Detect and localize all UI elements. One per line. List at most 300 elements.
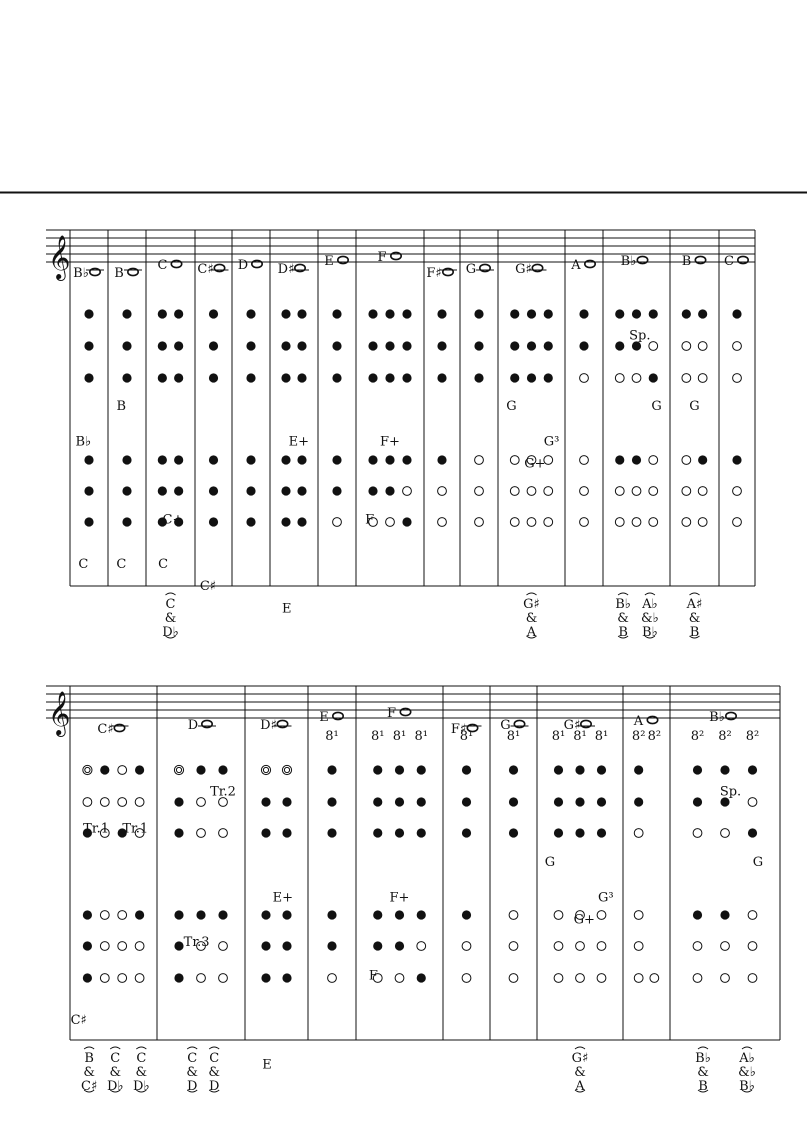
- hole-closed: [649, 309, 658, 318]
- alternative-label: &: [208, 1065, 220, 1080]
- note-name: B♭: [709, 710, 725, 725]
- alternative-label: B♭: [739, 1079, 755, 1094]
- alternative-arc: [209, 1047, 219, 1049]
- hole-open: [733, 342, 742, 351]
- hole-open: [333, 518, 342, 527]
- hole-closed: [693, 765, 702, 774]
- hole-closed: [327, 828, 336, 837]
- hole-closed: [135, 765, 144, 774]
- hole-closed: [332, 486, 341, 495]
- hole-open: [634, 942, 643, 951]
- hole-closed: [158, 309, 167, 318]
- hole-open: [634, 974, 643, 983]
- hole-closed: [373, 941, 382, 950]
- fingering-label: G: [752, 855, 764, 870]
- fingering-label: E+: [272, 890, 293, 906]
- alternative-label: B♭: [615, 597, 631, 612]
- octave-marker: 8²: [647, 729, 662, 744]
- alternative-arc: [110, 1047, 120, 1049]
- note-head: [171, 260, 181, 267]
- hole-open: [693, 974, 702, 983]
- fingering-label: C: [158, 556, 169, 572]
- hole-closed: [462, 765, 471, 774]
- note-head: [214, 264, 224, 271]
- alternative-label: C: [165, 597, 176, 612]
- fingering-label: G: [506, 399, 517, 414]
- note-head: [295, 264, 305, 271]
- hole-open: [100, 974, 109, 983]
- hole-open: [721, 829, 730, 838]
- hole-closed: [122, 455, 131, 464]
- hole-open: [386, 518, 395, 527]
- hole-closed: [297, 341, 306, 350]
- hole-open: [748, 974, 757, 983]
- alternative-label: A: [575, 1079, 585, 1094]
- hole-closed: [174, 910, 183, 919]
- note-head: [128, 268, 138, 275]
- hole-open: [83, 798, 92, 807]
- hole-closed: [332, 373, 341, 382]
- hole-open: [462, 974, 471, 983]
- hole-closed: [327, 941, 336, 950]
- fingering-label: Tr.3: [183, 934, 210, 950]
- alternative-arc: [187, 1047, 197, 1049]
- hole-closed: [417, 973, 426, 982]
- hole-open: [527, 487, 536, 496]
- hole-closed: [579, 341, 588, 350]
- note-head: [738, 256, 748, 263]
- hole-closed: [174, 941, 183, 950]
- hole-open: [597, 911, 606, 920]
- hole-closed: [395, 797, 404, 806]
- note-name: G: [500, 718, 511, 733]
- hole-open: [721, 974, 730, 983]
- hole-open: [632, 518, 641, 527]
- hole-closed: [174, 486, 183, 495]
- hole-closed: [575, 828, 584, 837]
- hole-closed: [122, 517, 131, 526]
- hole-closed: [122, 486, 131, 495]
- octave-marker: 8¹: [392, 729, 407, 744]
- note-name: F♯: [426, 266, 442, 281]
- alternative-label: C: [187, 1051, 198, 1066]
- alternative-label: &: [688, 611, 701, 626]
- hole-closed: [246, 309, 255, 318]
- alternative-label: &: [525, 611, 538, 626]
- hole-closed: [385, 341, 394, 350]
- note-name: E: [324, 254, 334, 269]
- hole-open: [693, 942, 702, 951]
- hole-closed: [748, 765, 757, 774]
- hole-closed: [437, 455, 446, 464]
- alternative-arc: [618, 593, 628, 595]
- hole-open: [100, 798, 109, 807]
- hole-open: [544, 487, 553, 496]
- hole-closed: [135, 910, 144, 919]
- hole-closed: [297, 309, 306, 318]
- hole-open: [197, 829, 206, 838]
- hole-closed: [158, 455, 167, 464]
- hole-open: [219, 829, 228, 838]
- hole-open: [576, 974, 585, 983]
- note-name: G♯: [515, 262, 532, 277]
- note-name: A: [571, 258, 581, 273]
- hole-closed: [632, 309, 641, 318]
- alternative-label: D♭: [106, 1079, 124, 1094]
- hole-closed: [720, 765, 729, 774]
- octave-marker: 8¹: [594, 729, 609, 744]
- hole-open: [649, 518, 658, 527]
- hole-closed: [196, 765, 205, 774]
- hole-closed: [282, 973, 291, 982]
- hole-closed: [368, 309, 377, 318]
- hole-open: [682, 518, 691, 527]
- hole-closed: [373, 765, 382, 774]
- hole-closed: [474, 309, 483, 318]
- alternative-label: C: [136, 1051, 147, 1066]
- hole-open: [118, 766, 127, 775]
- note-name: C: [724, 254, 734, 269]
- fingering-label: E: [282, 601, 292, 617]
- hole-closed: [462, 910, 471, 919]
- alternative-label: A♯: [686, 597, 703, 612]
- hole-open: [748, 798, 757, 807]
- hole-closed: [575, 765, 584, 774]
- alternative-label: B: [698, 1079, 708, 1094]
- hole-closed: [632, 455, 641, 464]
- hole-open: [328, 974, 337, 983]
- hole-closed: [385, 486, 394, 495]
- alternative-label: &: [617, 611, 629, 626]
- alternative-arc: [84, 1047, 94, 1049]
- hole-open: [634, 911, 643, 920]
- hole-closed: [281, 341, 290, 350]
- hole-open: [650, 974, 659, 983]
- hole-open: [693, 829, 702, 838]
- hole-closed: [122, 341, 131, 350]
- alternative-label: C♯: [81, 1079, 98, 1094]
- hole-closed: [698, 455, 707, 464]
- hole-closed: [84, 341, 93, 350]
- treble-clef: 𝄞: [48, 691, 71, 735]
- hole-closed: [158, 486, 167, 495]
- hole-open: [698, 374, 707, 383]
- note-name: D♯: [260, 718, 277, 733]
- hole-closed: [261, 941, 270, 950]
- alternative-label: B♭: [642, 625, 658, 640]
- note-head: [400, 708, 410, 715]
- hole-open: [597, 974, 606, 983]
- hole-closed: [174, 973, 183, 982]
- alternative-label: &♭: [738, 1065, 756, 1080]
- hole-closed: [84, 309, 93, 318]
- note-head: [726, 712, 736, 719]
- hole-closed: [332, 309, 341, 318]
- hole-open: [615, 487, 624, 496]
- hole-closed: [84, 455, 93, 464]
- hole-half: [261, 765, 270, 774]
- hole-closed: [634, 765, 643, 774]
- hole-closed: [544, 341, 553, 350]
- fingering-label: Tr.1: [122, 821, 149, 837]
- hole-half-inner: [176, 767, 181, 772]
- hole-closed: [196, 910, 205, 919]
- hole-open: [554, 974, 563, 983]
- hole-open: [510, 518, 519, 527]
- alternative-label: D♭: [162, 625, 179, 640]
- octave-marker: 8¹: [551, 729, 566, 744]
- alternative-label: &: [164, 611, 177, 626]
- hole-closed: [174, 341, 183, 350]
- hole-open: [721, 942, 730, 951]
- hole-closed: [84, 486, 93, 495]
- hole-closed: [246, 373, 255, 382]
- alternative-label: &: [186, 1065, 198, 1080]
- alternative-label: B: [689, 625, 700, 640]
- hole-closed: [332, 455, 341, 464]
- note-name: G: [465, 262, 477, 277]
- hole-closed: [510, 309, 519, 318]
- hole-open: [682, 342, 691, 351]
- hole-open: [580, 374, 589, 383]
- hole-open: [510, 487, 519, 496]
- hole-closed: [281, 517, 290, 526]
- hole-open: [118, 974, 127, 983]
- hole-closed: [209, 373, 218, 382]
- hole-closed: [122, 309, 131, 318]
- hole-half-inner: [85, 767, 90, 772]
- note-name: G♯: [563, 718, 581, 733]
- hole-open: [403, 487, 412, 496]
- note-head: [90, 268, 100, 275]
- fingering-label: Tr.1: [83, 821, 110, 837]
- hole-open: [438, 518, 447, 527]
- hole-open: [748, 942, 757, 951]
- hole-open: [733, 518, 742, 527]
- fingering-label: C♯: [70, 1012, 87, 1028]
- hole-closed: [246, 455, 255, 464]
- note-name: D: [237, 258, 249, 273]
- hole-closed: [281, 373, 290, 382]
- alternative-label: G♯: [571, 1051, 589, 1066]
- note-head: [333, 712, 343, 719]
- fingering-label: F+: [380, 434, 400, 450]
- fingering-label: G+: [524, 456, 546, 472]
- hole-open: [100, 911, 109, 920]
- hole-open: [733, 487, 742, 496]
- note-name: D♯: [277, 262, 295, 277]
- fingering-label: G: [651, 399, 662, 414]
- hole-open: [576, 942, 585, 951]
- hole-closed: [462, 828, 471, 837]
- hole-closed: [327, 910, 336, 919]
- fingering-label: C: [78, 556, 89, 572]
- hole-open: [615, 374, 624, 383]
- hole-closed: [634, 797, 643, 806]
- fingering-label: F: [365, 512, 375, 528]
- hole-closed: [209, 341, 218, 350]
- hole-open: [417, 942, 426, 951]
- fingering-label: C: [116, 556, 127, 572]
- alternative-arc: [690, 593, 700, 595]
- hole-closed: [282, 910, 291, 919]
- hole-closed: [174, 373, 183, 382]
- hole-half: [282, 765, 291, 774]
- octave-marker: 8¹: [459, 729, 474, 744]
- hole-closed: [748, 828, 757, 837]
- note-head: [391, 252, 401, 259]
- hole-open: [544, 518, 553, 527]
- alternative-arc: [698, 1047, 708, 1049]
- fingering-label: G+: [573, 912, 595, 928]
- hole-open: [509, 942, 518, 951]
- note-head: [514, 720, 524, 727]
- hole-open: [118, 911, 127, 920]
- fingering-label: E: [262, 1057, 272, 1073]
- hole-closed: [682, 309, 691, 318]
- hole-closed: [395, 910, 404, 919]
- hole-open: [509, 911, 518, 920]
- hole-open: [748, 911, 757, 920]
- hole-closed: [510, 373, 519, 382]
- hole-closed: [554, 797, 563, 806]
- hole-open: [682, 374, 691, 383]
- fingering-label: G: [544, 855, 556, 870]
- alternative-arc: [136, 1047, 146, 1049]
- hole-open: [475, 456, 484, 465]
- hole-closed: [720, 910, 729, 919]
- note-head: [443, 268, 453, 275]
- hole-open: [219, 942, 228, 951]
- hole-open: [100, 942, 109, 951]
- hole-closed: [209, 455, 218, 464]
- fingering-label: Sp.: [629, 328, 651, 344]
- alternative-label: A: [526, 625, 537, 640]
- hole-closed: [649, 373, 658, 382]
- octave-marker: 8¹: [414, 729, 428, 744]
- fingering-label: Sp.: [719, 784, 742, 800]
- hole-closed: [437, 341, 446, 350]
- alternative-label: C: [110, 1051, 121, 1066]
- hole-closed: [417, 828, 426, 837]
- hole-closed: [158, 341, 167, 350]
- note-name: B: [681, 254, 692, 269]
- fingering-label: B: [116, 399, 127, 414]
- fingering-label: F+: [389, 890, 410, 906]
- hole-closed: [732, 309, 741, 318]
- note-name: F: [386, 706, 397, 721]
- fingering-label: C+: [162, 512, 184, 528]
- hole-closed: [281, 309, 290, 318]
- hole-closed: [395, 941, 404, 950]
- note-name: D: [187, 718, 199, 733]
- hole-closed: [402, 517, 411, 526]
- hole-closed: [297, 486, 306, 495]
- hole-closed: [417, 797, 426, 806]
- hole-closed: [84, 517, 93, 526]
- hole-open: [438, 487, 447, 496]
- hole-closed: [261, 973, 270, 982]
- note-name: E: [319, 710, 329, 725]
- hole-open: [219, 974, 228, 983]
- octave-marker: 8²: [745, 729, 760, 744]
- hole-open: [475, 487, 484, 496]
- hole-closed: [83, 910, 92, 919]
- hole-closed: [282, 828, 291, 837]
- note-head: [585, 260, 595, 267]
- hole-open: [554, 942, 563, 951]
- hole-closed: [246, 517, 255, 526]
- hole-closed: [327, 797, 336, 806]
- note-name: B♭: [73, 266, 89, 281]
- note-head: [532, 264, 542, 271]
- note-name: C: [157, 258, 168, 273]
- hole-closed: [261, 910, 270, 919]
- hole-closed: [297, 517, 306, 526]
- octave-marker: 8²: [718, 729, 732, 744]
- alternative-label: &♭: [641, 611, 659, 626]
- hole-closed: [417, 910, 426, 919]
- alternative-label: A♭: [739, 1051, 755, 1066]
- hole-closed: [209, 309, 218, 318]
- hole-closed: [554, 828, 563, 837]
- hole-closed: [385, 373, 394, 382]
- note-head: [480, 264, 490, 271]
- hole-half-inner: [263, 767, 268, 772]
- note-name: C♯: [97, 722, 114, 737]
- fingering-label: C♯: [199, 579, 217, 595]
- hole-open: [118, 798, 127, 807]
- hole-closed: [462, 797, 471, 806]
- hole-closed: [218, 765, 227, 774]
- hole-closed: [373, 797, 382, 806]
- hole-closed: [554, 765, 563, 774]
- hole-open: [197, 974, 206, 983]
- hole-open: [698, 342, 707, 351]
- hole-open: [597, 942, 606, 951]
- hole-closed: [246, 341, 255, 350]
- hole-closed: [527, 373, 536, 382]
- hole-open: [649, 487, 658, 496]
- hole-closed: [615, 309, 624, 318]
- hole-closed: [417, 765, 426, 774]
- hole-open: [509, 974, 518, 983]
- hole-open: [580, 456, 589, 465]
- note-name: B♭: [620, 254, 637, 269]
- hole-open: [682, 456, 691, 465]
- fingering-label: Tr.2: [210, 784, 236, 800]
- alternative-label: &: [109, 1065, 122, 1080]
- hole-closed: [395, 828, 404, 837]
- note-head: [202, 720, 212, 727]
- alternative-label: &: [697, 1065, 709, 1080]
- hole-closed: [385, 309, 394, 318]
- hole-closed: [158, 373, 167, 382]
- hole-open: [615, 518, 624, 527]
- hole-closed: [174, 455, 183, 464]
- hole-open: [649, 456, 658, 465]
- hole-closed: [209, 486, 218, 495]
- note-name: C♯: [197, 262, 214, 277]
- note-head: [581, 720, 591, 727]
- alternative-arc: [166, 593, 176, 595]
- octave-marker: 8¹: [325, 729, 339, 744]
- hole-closed: [373, 910, 382, 919]
- hole-closed: [509, 828, 518, 837]
- alternative-label: &: [574, 1065, 586, 1080]
- alternative-arc: [575, 1047, 585, 1049]
- fingering-label: E+: [288, 434, 309, 450]
